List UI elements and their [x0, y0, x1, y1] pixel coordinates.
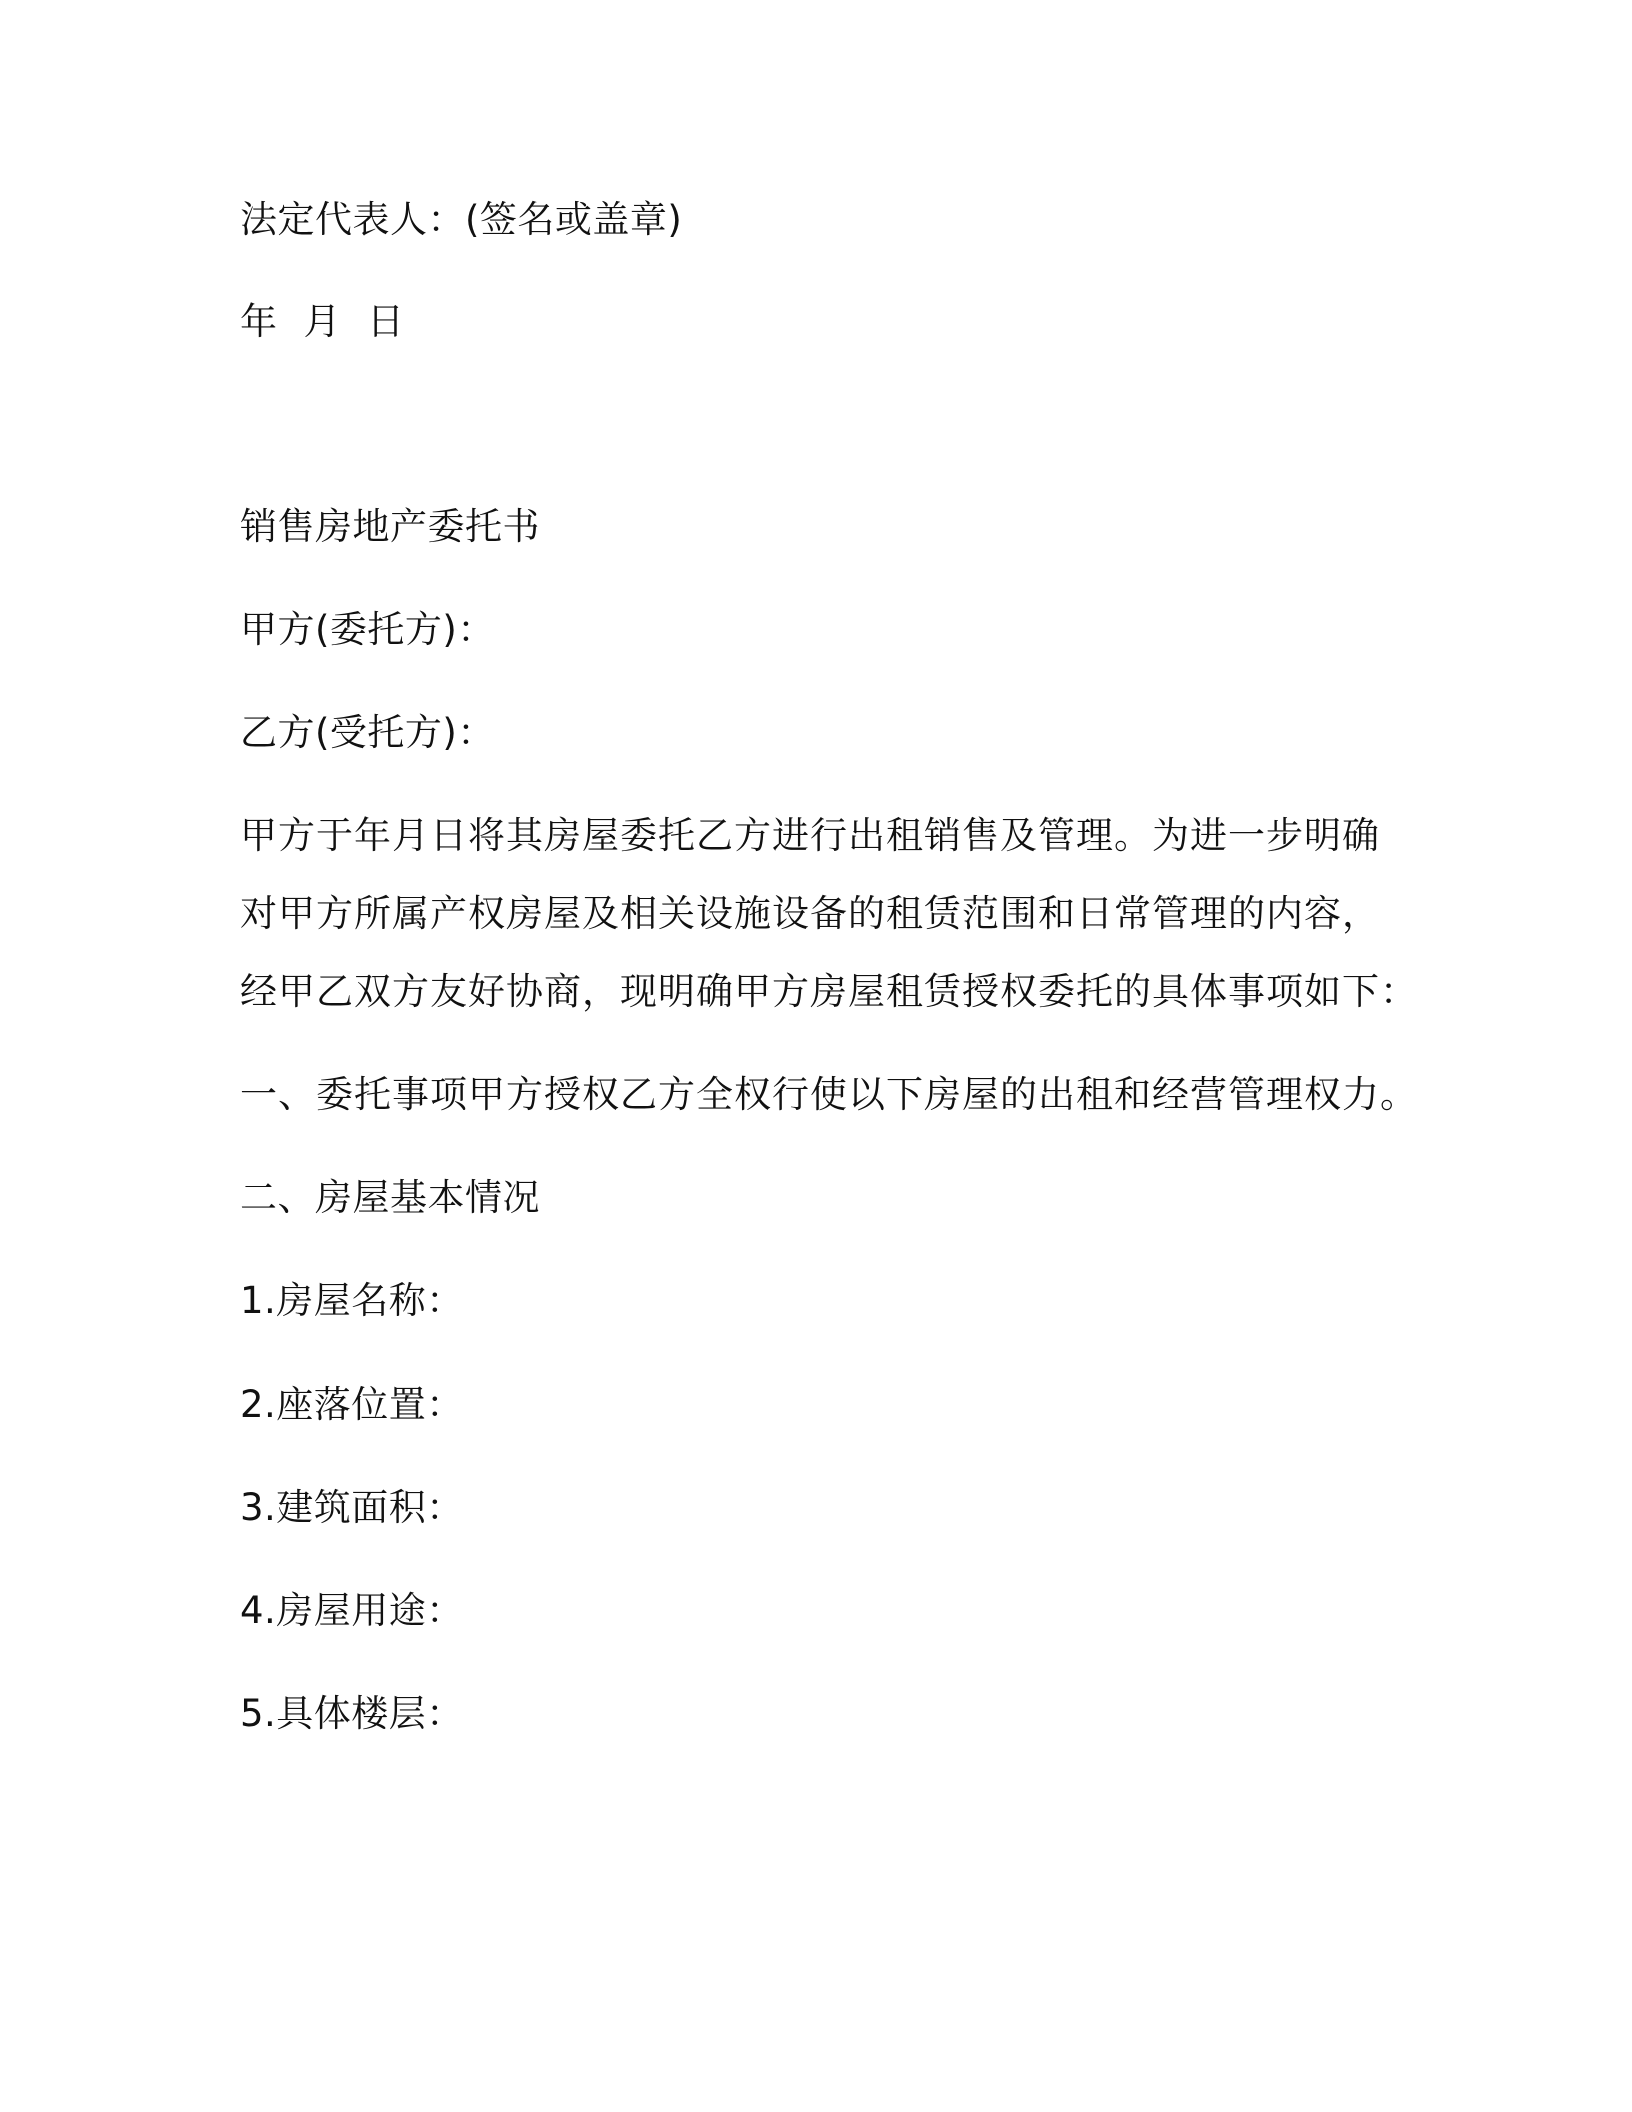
section-one-heading: 一、委托事项甲方授权乙方全权行使以下房屋的出租和经营管理权力。	[240, 1073, 1418, 1116]
item-house-usage: 4.房屋用途：	[240, 1589, 464, 1632]
date-line	[240, 298, 431, 346]
date-month: 月	[303, 300, 341, 343]
legal-representative-line: 法定代表人：(签名或盖章)	[240, 198, 683, 241]
intro-line-3: 经甲乙双方友好协商，现明确甲方房屋租赁授权委托的具体事项如下：	[240, 970, 1418, 1013]
date-year: 年	[240, 300, 278, 343]
date-day: 日	[367, 300, 405, 343]
item-house-name: 1.房屋名称：	[240, 1279, 464, 1322]
intro-line-1: 甲方于年月日将其房屋委托乙方进行出租销售及管理。为进一步明确	[240, 814, 1380, 857]
item-location: 2.座落位置：	[240, 1383, 464, 1426]
section-two-heading: 二、房屋基本情况	[240, 1176, 540, 1219]
item-floor-area: 3.建筑面积：	[240, 1486, 464, 1529]
party-b-line: 乙方(受托方)：	[240, 711, 495, 754]
intro-line-2: 对甲方所属产权房屋及相关设施设备的租赁范围和日常管理的内容，	[240, 892, 1380, 935]
party-a-line: 甲方(委托方)：	[240, 608, 495, 651]
document-title: 销售房地产委托书	[240, 505, 540, 548]
item-floor-level: 5.具体楼层：	[240, 1692, 464, 1735]
